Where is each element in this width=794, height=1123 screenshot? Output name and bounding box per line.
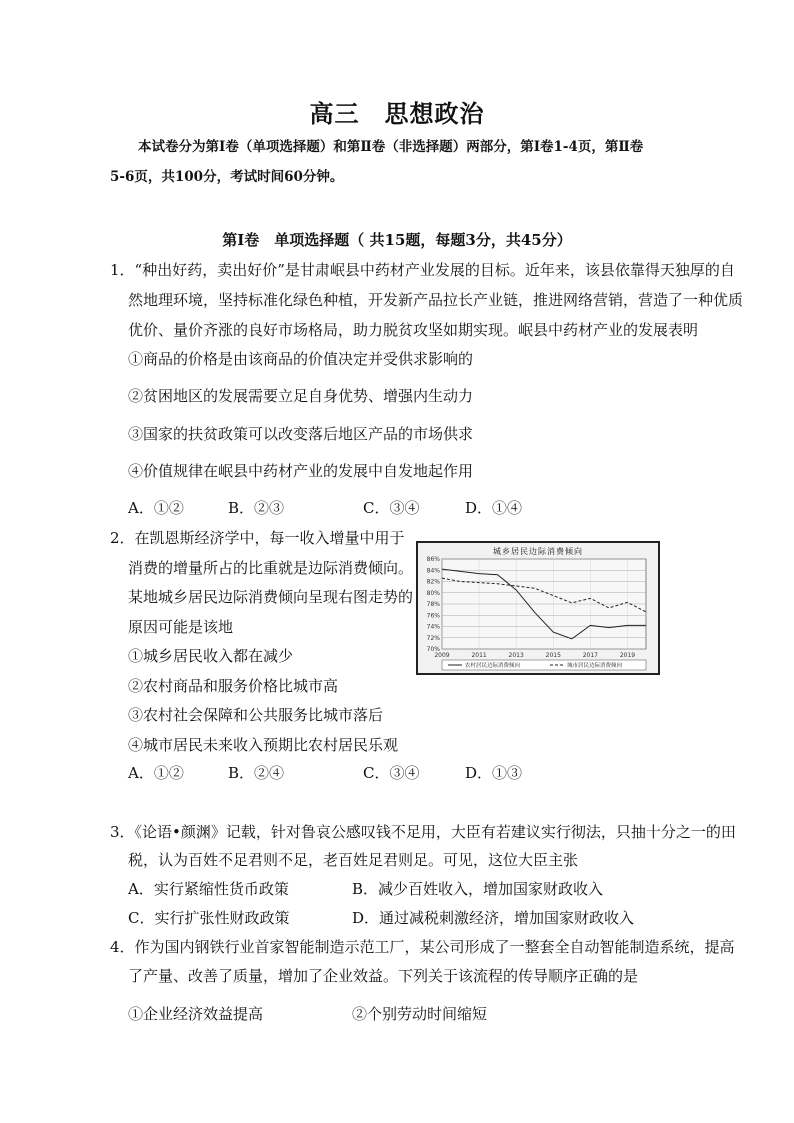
q1-item-4: ④价值规律在岷县中药材产业的发展中自发地起作用 — [128, 462, 474, 480]
y-tick-label: 72% — [426, 634, 440, 642]
y-tick-label: 82% — [426, 578, 440, 586]
x-tick-label: 2015 — [545, 652, 561, 659]
q1-option-c: C．③④ — [363, 499, 420, 517]
q4-line-2: 了产量、改善了质量，增加了企业效益。下列关于该流程的传导顺序正确的是 — [128, 967, 639, 985]
q2-item-1: ①城乡居民收入都在减少 — [128, 647, 294, 665]
y-tick-label: 84% — [426, 567, 440, 575]
q1-line-1: 1．“种出好药，卖出好价”是甘肃岷县中药材产业发展的目标。近年来，该县依靠得天独厚的自 — [110, 261, 735, 279]
intro-line-2: 5-6页，共100分，考试时间60分钟。 — [110, 169, 344, 185]
q1-item-2: ②贫困地区的发展需要立足自身优势、增强内生动力 — [128, 387, 474, 405]
q2-item-2: ②农村商品和服务价格比城市高 — [128, 677, 339, 695]
q3-option-a: A．实行紧缩性货币政策 — [128, 880, 289, 898]
q1-item-3: ③国家的扶贫政策可以改变落后地区产品的市场供求 — [128, 425, 474, 443]
legend-label: 农村居民边际消费倾向 — [465, 663, 521, 669]
q3-line-2: 税，认为百姓不足君则不足，老百姓足君则足。可见，这位大臣主张 — [128, 851, 579, 869]
chart-title: 城乡居民边际消费倾向 — [493, 547, 583, 556]
q3-option-b: B．减少百姓收入，增加国家财政收入 — [352, 880, 604, 898]
q1-item-1: ①商品的价格是由该商品的价值决定并受供求影响的 — [128, 350, 474, 368]
x-tick-label: 2017 — [582, 652, 599, 659]
y-tick-label: 70% — [426, 646, 440, 653]
section-heading: 第Ⅰ卷 单项选择题（ 共15题，每题3分，共45分） — [222, 231, 572, 249]
q2-option-a: A．①② — [128, 764, 184, 782]
q4-line-1: 4．作为国内钢铁行业首家智能制造示范工厂，某公司形成了一整套全自动智能制造系统，提高 — [110, 938, 735, 956]
x-tick-label: 2013 — [508, 652, 524, 659]
q1-option-a: A．①② — [128, 499, 184, 517]
q2-line-2: 消费的增量所占的比重就是边际消费倾向。 — [128, 559, 414, 577]
q3-line-1: 3．《论语•颜渊》记载，针对鲁哀公感叹钱不足用，大臣有若建议实行彻法，只抽十分之一的田 — [110, 823, 736, 841]
q2-item-3: ③农村社会保障和公共服务比城市落后 — [128, 706, 384, 724]
q1-option-d: D．①④ — [465, 499, 523, 517]
x-tick-label: 2011 — [471, 652, 487, 659]
legend-label: 城市居民边际消费倾向 — [567, 663, 623, 669]
x-tick-label: 2019 — [619, 652, 636, 659]
q1-line-3: 优价、量价齐涨的良好市场格局，助力脱贫攻坚如期实现。岷县中药材产业的发展表明 — [128, 321, 699, 339]
y-tick-label: 76% — [426, 612, 440, 620]
y-tick-label: 86% — [426, 556, 440, 563]
q1-line-2: 然地理环境，坚持标准化绿色种植，开发新产品拉长产业链，推进网络营销，营造了一种优质 — [128, 291, 744, 309]
q3-option-c: C．实行扩张性财政政策 — [128, 909, 290, 927]
q2-line-3: 某地城乡居民边际消费倾向呈现右图走势的 — [128, 588, 414, 606]
q2-option-b: B．②④ — [228, 764, 285, 782]
q4-item-2: ②个别劳动时间缩短 — [352, 1005, 488, 1023]
q4-item-1: ①企业经济效益提高 — [128, 1005, 264, 1023]
page-title: 高三 思想政治 — [309, 99, 485, 128]
q3-option-d: D．通过减税刺激经济，增加国家财政收入 — [352, 909, 635, 927]
q2-line-1: 2．在凯恩斯经济学中，每一收入增量中用于 — [110, 529, 405, 547]
q2-option-d: D．①③ — [465, 764, 523, 782]
y-tick-label: 78% — [426, 601, 440, 608]
chart-plot — [418, 543, 658, 673]
q1-option-b: B．②③ — [228, 499, 285, 517]
intro-line-1: 本试卷分为第Ⅰ卷（单项选择题）和第Ⅱ卷（非选择题）两部分，第Ⅰ卷1-4页，第Ⅱ卷 — [138, 139, 644, 155]
consumption-tendency-chart — [416, 541, 660, 675]
y-tick-label: 80% — [426, 589, 440, 597]
x-tick-label: 2009 — [434, 652, 450, 659]
q2-line-4: 原因可能是该地 — [128, 618, 234, 636]
q2-item-4: ④城市居民未来收入预期比农村居民乐观 — [128, 736, 399, 754]
q2-option-c: C．③④ — [363, 764, 420, 782]
y-tick-label: 74% — [426, 623, 440, 631]
